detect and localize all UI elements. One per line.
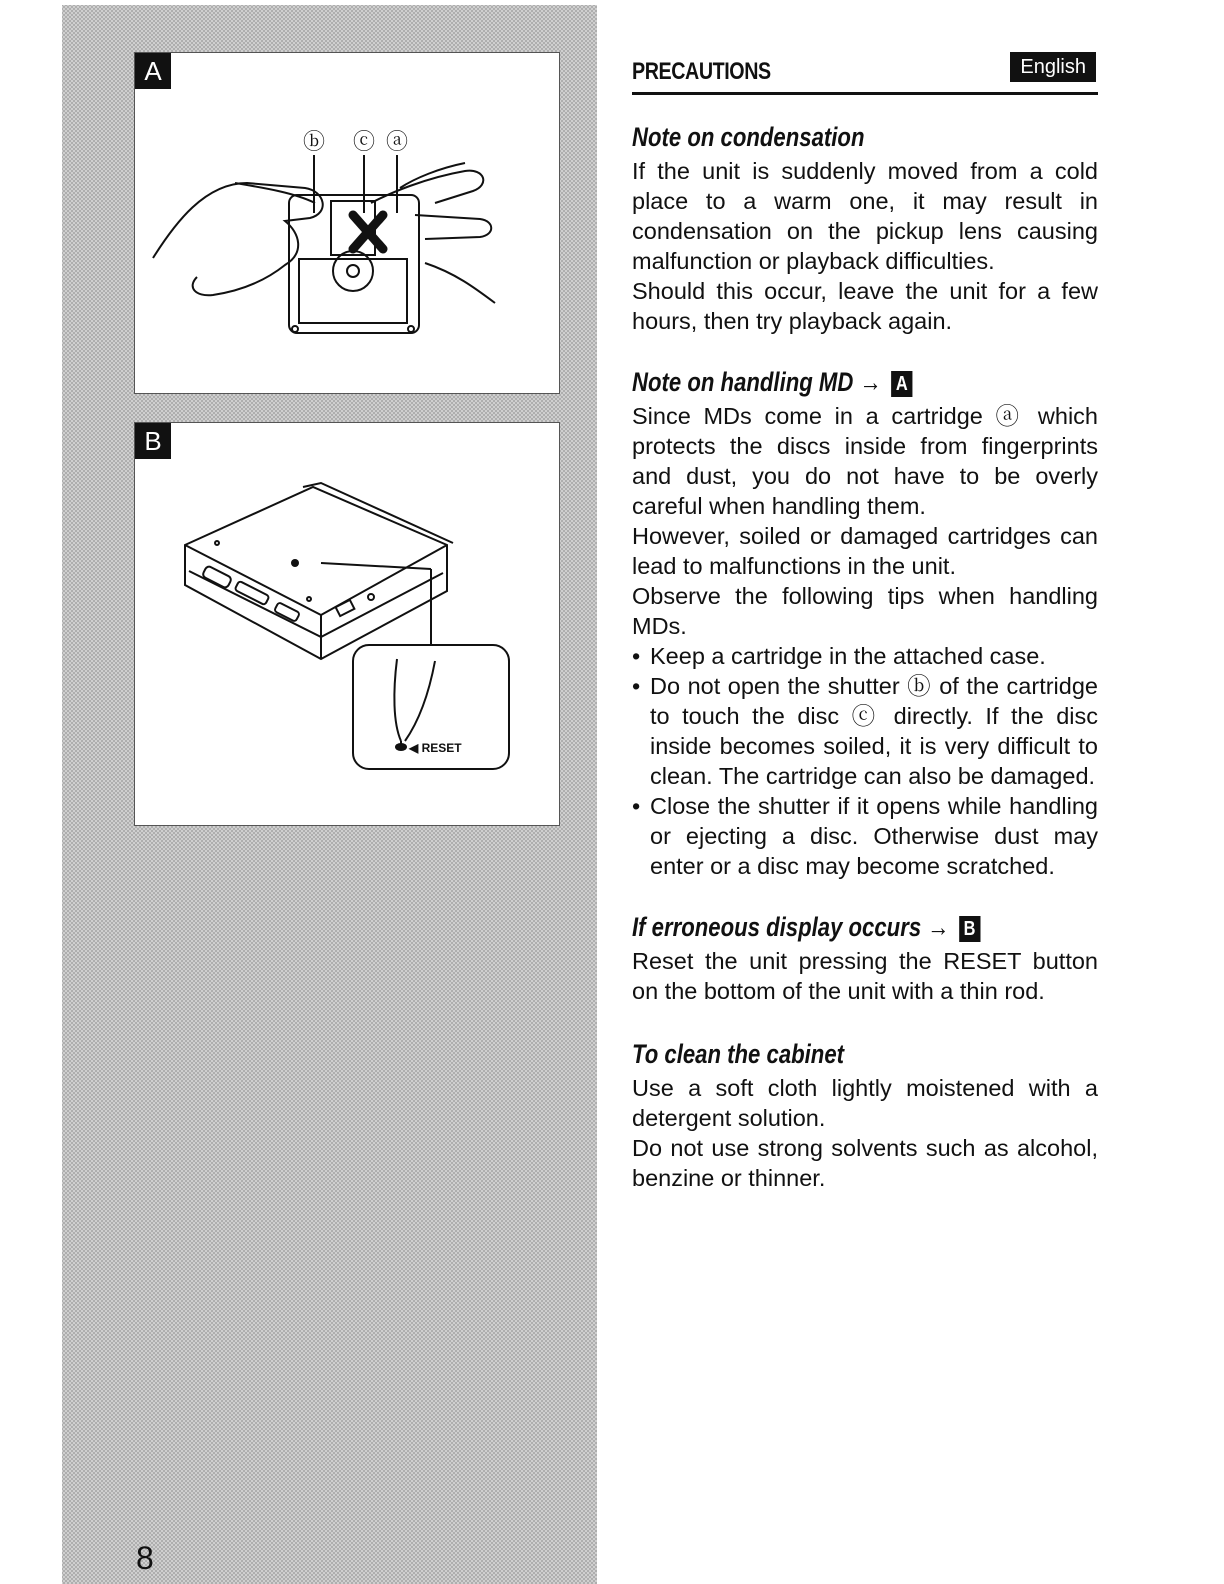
right-hand [371,171,495,303]
section-condensation [632,120,1098,336]
section-heading-row [632,910,1014,944]
paragraph: However, soiled or damaged cartridges can lead to malfunctions in the unit. [632,523,1098,579]
figure-ref-a: A [891,371,912,397]
section-heading: To clean the cabinet [632,1039,845,1069]
md-handling-illustration [135,53,559,393]
callout-c: ⓒ [352,130,376,155]
figure-a [134,52,560,394]
tips-list [632,641,1098,881]
list-item: • Close the shutter if it opens while handling or ejecting a disc. Otherwise dust may enter or a disc may become scratched. [632,791,1098,881]
callout-a: ⓐ [385,130,409,155]
arrow-icon: → [859,367,882,397]
figure-b [134,422,560,826]
language-badge: English [1010,52,1096,82]
paragraph: Use a soft cloth lightly moistened with a detergent solution. [632,1075,1098,1131]
page-title: PRECAUTIONS [632,58,771,85]
list-item: • Keep a cartridge in the attached case. [632,641,1098,671]
section-heading: If erroneous display occurs [632,912,922,942]
paragraph: If the unit is suddenly moved from a cold place to a warm one, it may result in condensation on the pickup lens causing malfunction or playback difficulties. [632,158,1098,274]
section-erroneous-display [632,910,1098,1006]
section-handling-md [632,365,1098,881]
paragraph: Observe the following tips when handling MDs. [632,583,1098,639]
section-heading: Note on condensation [632,122,865,152]
md-player-illustration [135,423,559,825]
reset-label: ◀ RESET [409,741,462,755]
paragraph: Should this occur, leave the unit for a few hours, then try playback again. [632,278,1098,334]
section-clean-cabinet [632,1037,1098,1193]
paragraph: Do not use strong solvents such as alcohol, benzine or thinner. [632,1135,1098,1191]
figure-ref-b: B [959,916,980,942]
content-column [632,52,1098,1191]
page-number: 8 [136,1540,154,1576]
section-heading: Note on handling MD [632,367,854,397]
arrow-icon: → [927,912,950,942]
reset-hole [395,743,407,751]
figure-a-label: A [135,53,171,89]
left-hand [153,183,323,295]
prohibited-x-icon [353,215,383,249]
list-item: • Do not open the shutter ⓑ of the cartridge to touch the disc ⓒ directly. If the disc inside becomes soiled, it is very difficult to clean. The cartridge can also be damaged. [632,671,1098,791]
paragraph: Reset the unit pressing the RESET button on the bottom of the unit with a thin rod. [632,948,1098,1004]
callout-b: ⓑ [302,130,326,155]
page-header [632,52,1098,95]
paragraph: Since MDs come in a cartridge ⓐ which protects the discs inside from fingerprints and dust, you do not have to be overly careful when handling them. [632,403,1098,519]
section-heading-row [632,365,1014,399]
figure-b-label: B [135,423,171,459]
